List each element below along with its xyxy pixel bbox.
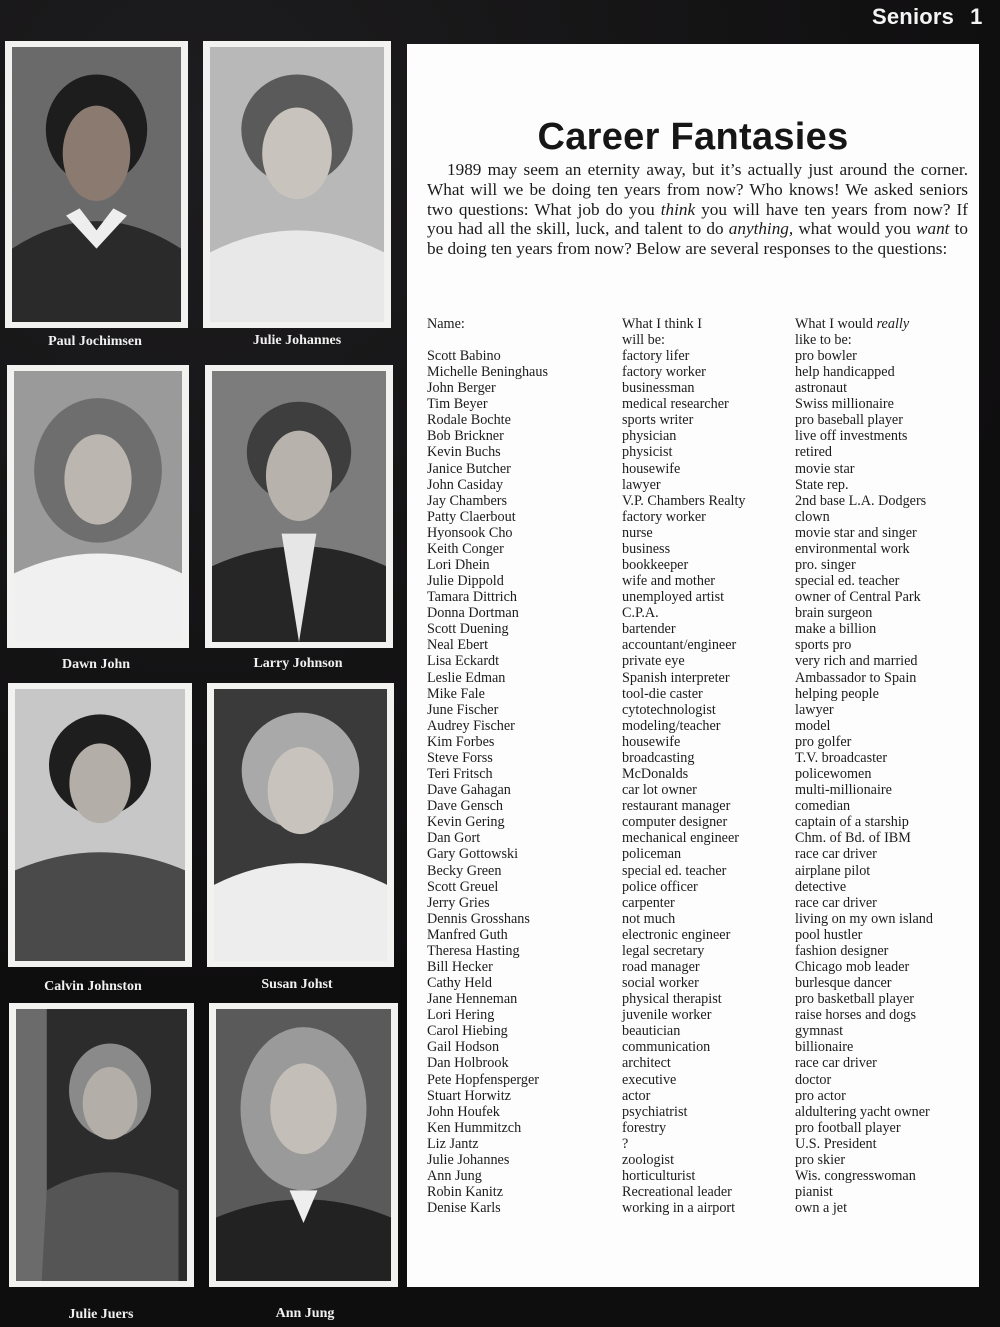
name-cell: Kevin Gering [427, 814, 505, 831]
name-cell: Lori Hering [427, 1007, 495, 1024]
portrait-caption: Calvin Johnston [44, 979, 142, 994]
article-title: Career Fantasies [537, 116, 849, 158]
think-cell: private eye [622, 653, 685, 670]
column-name [427, 348, 548, 1216]
section-label: Seniors [872, 4, 955, 29]
article-panel [407, 44, 979, 1287]
think-cell: psychiatrist [622, 1103, 688, 1120]
want-cell: model [795, 717, 831, 734]
think-cell: mechanical engineer [622, 830, 739, 847]
portrait-photo [9, 1003, 194, 1287]
name-cell: Manfred Guth [427, 926, 508, 943]
header-name [427, 316, 465, 332]
think-cell: bookkeeper [622, 557, 689, 574]
portrait-image [212, 371, 386, 642]
name-cell: John Houfek [427, 1103, 500, 1120]
name-cell: Lisa Eckardt [427, 653, 500, 670]
name-cell: Scott Babino [427, 348, 501, 364]
portrait-image [16, 1009, 187, 1281]
name-cell: Pete Hopfensperger [427, 1071, 540, 1088]
think-cell: McDonalds [622, 766, 689, 783]
think-cell: social worker [622, 975, 699, 992]
portrait-caption: Paul Jochimsen [48, 334, 142, 349]
want-cell: gymnast [795, 1023, 844, 1040]
portrait-caption: Larry Johnson [253, 656, 343, 671]
name-cell: Liz Jantz [427, 1135, 479, 1152]
want-cell: movie star [795, 460, 855, 477]
intro-emphasis: think [660, 199, 696, 219]
name-cell: Robin Kanitz [427, 1184, 504, 1201]
want-cell: State rep. [795, 476, 849, 493]
think-cell: not much [622, 910, 676, 927]
name-cell: Dave Gahagan [427, 782, 511, 799]
think-cell: lawyer [622, 476, 661, 493]
header-want-emphasis: really [876, 316, 910, 332]
think-cell: unemployed artist [622, 589, 725, 606]
article-intro [427, 160, 968, 259]
think-cell: architect [622, 1055, 671, 1072]
portrait-caption: Julie Juers [68, 1307, 134, 1322]
want-cell: Chm. of Bd. of IBM [795, 830, 911, 847]
think-cell: special ed. teacher [622, 862, 727, 879]
think-cell: wife and mother [622, 573, 715, 590]
think-cell: forestry [622, 1119, 667, 1136]
name-cell: Janice Butcher [427, 460, 511, 477]
think-cell: factory worker [622, 508, 706, 525]
want-cell: detective [795, 878, 847, 895]
portrait-photo [205, 365, 393, 648]
want-cell: living on my own island [795, 910, 933, 927]
header-think [622, 316, 702, 348]
want-cell: pro. singer [795, 557, 856, 574]
think-cell: modeling/teacher [622, 717, 721, 734]
think-cell: physicist [622, 444, 673, 461]
want-cell: pro bowler [795, 348, 857, 364]
portrait-caption: Julie Johannes [252, 333, 342, 348]
want-cell: environmental work [795, 540, 910, 557]
name-cell: Dennis Grosshans [427, 910, 530, 927]
portrait-image [14, 371, 182, 642]
portrait-image [15, 689, 185, 961]
think-cell: legal secretary [622, 942, 705, 959]
think-cell: business [622, 540, 671, 557]
name-cell: Carol Hiebing [427, 1023, 508, 1040]
want-cell: help handicapped [795, 364, 895, 381]
think-cell: ? [622, 1135, 629, 1152]
name-cell: Mike Fale [427, 685, 485, 702]
think-cell: businessman [622, 380, 695, 397]
portrait-caption: Dawn John [61, 657, 131, 672]
think-cell: Spanish interpreter [622, 669, 730, 686]
want-cell: pro basketball player [795, 991, 914, 1008]
portrait-caption: Susan Johst [261, 977, 333, 992]
want-cell: Wis. congresswoman [795, 1167, 916, 1184]
think-cell: cytotechnologist [622, 701, 716, 718]
want-cell: burlesque dancer [795, 975, 892, 992]
think-cell: housewife [622, 460, 681, 477]
name-cell: Scott Greuel [427, 878, 499, 895]
name-cell: Cathy Held [427, 975, 493, 992]
think-cell: actor [622, 1087, 651, 1104]
want-cell: sports pro [795, 637, 852, 654]
header-think-line1: What I think I [622, 316, 702, 332]
want-cell: special ed. teacher [795, 573, 900, 590]
column-think [622, 348, 745, 1216]
want-cell: airplane pilot [795, 862, 871, 879]
want-cell: astronaut [795, 380, 848, 397]
want-cell: pro football player [795, 1119, 901, 1136]
want-cell: comedian [795, 798, 851, 815]
think-cell: working in a airport [622, 1200, 736, 1217]
section-header [872, 4, 983, 30]
portrait-photo [207, 683, 394, 967]
name-cell: Keith Conger [427, 540, 504, 557]
intro-emphasis: anything, [728, 219, 794, 239]
name-cell: Donna Dortman [427, 605, 519, 622]
think-cell: factory worker [622, 364, 706, 381]
think-cell: electronic engineer [622, 926, 731, 943]
intro-text: to be doing ten years from now? Below are several responses to the questions: [427, 219, 968, 259]
name-cell: Bob Brickner [427, 428, 504, 445]
want-cell: Ambassador to Spain [795, 669, 917, 686]
think-cell: tool-die caster [622, 685, 703, 702]
name-cell: June Fischer [427, 701, 499, 718]
portrait-caption: Ann Jung [275, 1306, 335, 1321]
name-cell: Julie Dippold [427, 573, 504, 590]
header-want [795, 316, 909, 348]
think-cell: factory lifer [622, 348, 690, 364]
name-cell: Stuart Horwitz [427, 1087, 511, 1104]
think-cell: police officer [622, 878, 698, 895]
want-cell: Chicago mob leader [795, 958, 910, 975]
want-cell: race car driver [795, 894, 877, 911]
name-cell: Ann Jung [427, 1167, 482, 1184]
want-cell: U.S. President [795, 1135, 877, 1152]
want-cell: pro golfer [795, 733, 852, 750]
want-cell: pro skier [795, 1151, 846, 1168]
portrait-photo [203, 41, 391, 328]
think-cell: medical researcher [622, 396, 729, 413]
name-cell: Ken Hummitzch [427, 1119, 522, 1136]
name-cell: Denise Karls [427, 1200, 501, 1217]
name-cell: Michelle Beninghaus [427, 364, 548, 381]
think-cell: policeman [622, 846, 682, 863]
intro-text: 1989 may seem an eternity away, but it’s actually just around the corner. What will we be doing ten years from now? Who knows! We asked seniors two questions: What job do you [427, 160, 968, 219]
think-cell: V.P. Chambers Realty [622, 492, 746, 509]
want-cell: race car driver [795, 846, 877, 863]
name-cell: Gail Hodson [427, 1039, 500, 1056]
want-cell: raise horses and dogs [795, 1007, 916, 1024]
name-cell: Dan Gort [427, 830, 481, 847]
name-cell: Dan Holbrook [427, 1055, 509, 1072]
name-cell: Patty Claerbout [427, 508, 516, 525]
think-cell: physical therapist [622, 991, 722, 1008]
intro-text: what would you [793, 219, 917, 239]
want-cell: owner of Central Park [795, 589, 921, 606]
portrait-photo [209, 1003, 398, 1287]
want-cell: make a billion [795, 621, 877, 638]
want-cell: billionaire [795, 1039, 854, 1056]
want-cell: helping people [795, 685, 879, 702]
want-cell: retired [795, 444, 833, 461]
name-cell: Jane Henneman [427, 991, 518, 1008]
think-cell: beautician [622, 1023, 681, 1040]
name-cell: Kim Forbes [427, 733, 495, 750]
portrait-photo [8, 683, 192, 967]
name-cell: Bill Hecker [427, 958, 493, 975]
think-cell: horticulturist [622, 1167, 696, 1184]
header-want-line2: like to be: [795, 332, 852, 348]
name-cell: Leslie Edman [427, 669, 506, 686]
think-cell: car lot owner [622, 782, 697, 799]
header-want-line1 [795, 316, 909, 332]
header-want-text: What I would [795, 316, 877, 332]
header-name-text: Name: [427, 316, 465, 332]
want-cell: aldultering yacht owner [795, 1103, 930, 1120]
name-cell: Dave Gensch [427, 798, 504, 815]
want-cell: doctor [795, 1071, 832, 1088]
page-number: 1 [970, 4, 983, 29]
want-cell: pro baseball player [795, 412, 903, 429]
want-cell: lawyer [795, 701, 834, 718]
want-cell: clown [795, 508, 830, 525]
name-cell: Scott Duening [427, 621, 509, 638]
name-cell: Gary Gottowski [427, 846, 519, 863]
want-cell: own a jet [795, 1200, 848, 1217]
portrait-image [216, 1009, 391, 1281]
think-cell: communication [622, 1039, 711, 1056]
header-think-line2: will be: [622, 332, 665, 348]
want-cell: pro actor [795, 1087, 846, 1104]
name-cell: Tamara Dittrich [427, 589, 518, 606]
want-cell: pool hustler [795, 926, 863, 943]
want-cell: race car driver [795, 1055, 877, 1072]
want-cell: policewomen [795, 766, 872, 783]
name-cell: Theresa Hasting [427, 942, 520, 959]
portrait-photo [5, 41, 188, 328]
name-cell: Lori Dhein [427, 557, 490, 574]
think-cell: nurse [622, 524, 653, 541]
want-cell: Swiss millionaire [795, 396, 894, 413]
column-want [795, 348, 933, 1216]
think-cell: restaurant manager [622, 798, 731, 815]
think-cell: juvenile worker [622, 1007, 712, 1024]
want-cell: live off investments [795, 428, 908, 445]
intro-text: you will have ten years from now? If you had all the skill, luck, and talent to do [427, 199, 968, 239]
name-cell: Jay Chambers [427, 492, 507, 509]
think-cell: executive [622, 1071, 677, 1088]
name-cell: Kevin Buchs [427, 444, 501, 461]
name-cell: Becky Green [427, 862, 502, 879]
name-cell: Audrey Fischer [427, 717, 515, 734]
want-cell: brain surgeon [795, 605, 873, 622]
portrait-photo [7, 365, 189, 648]
think-cell: C.P.A. [622, 605, 659, 622]
think-cell: broadcasting [622, 749, 695, 766]
name-cell: Rodale Bochte [427, 412, 511, 429]
think-cell: sports writer [622, 412, 694, 429]
think-cell: physician [622, 428, 677, 445]
want-cell: fashion designer [795, 942, 889, 959]
want-cell: T.V. broadcaster [795, 749, 888, 766]
think-cell: bartender [622, 621, 676, 638]
think-cell: accountant/engineer [622, 637, 737, 654]
name-cell: John Casiday [427, 476, 504, 493]
name-cell: Hyonsook Cho [427, 524, 513, 541]
name-cell: John Berger [427, 380, 496, 397]
portrait-image [12, 47, 181, 322]
portrait-image [214, 689, 387, 961]
think-cell: computer designer [622, 814, 728, 831]
name-cell: Tim Beyer [427, 396, 488, 413]
name-cell: Neal Ebert [427, 637, 489, 654]
want-cell: very rich and married [795, 653, 918, 670]
name-cell: Julie Johannes [427, 1151, 510, 1168]
want-cell: multi-millionaire [795, 782, 892, 799]
think-cell: housewife [622, 733, 681, 750]
portrait-image [210, 47, 384, 322]
name-cell: Jerry Gries [427, 894, 490, 911]
think-cell: zoologist [622, 1151, 675, 1168]
think-cell: Recreational leader [622, 1184, 732, 1201]
think-cell: carpenter [622, 894, 675, 911]
intro-emphasis: want [916, 219, 950, 239]
want-cell: captain of a starship [795, 814, 909, 831]
want-cell: 2nd base L.A. Dodgers [795, 492, 927, 509]
name-cell: Teri Fritsch [427, 766, 493, 783]
want-cell: pianist [795, 1184, 833, 1201]
think-cell: road manager [622, 958, 700, 975]
name-cell: Steve Forss [427, 749, 493, 766]
want-cell: movie star and singer [795, 524, 917, 541]
